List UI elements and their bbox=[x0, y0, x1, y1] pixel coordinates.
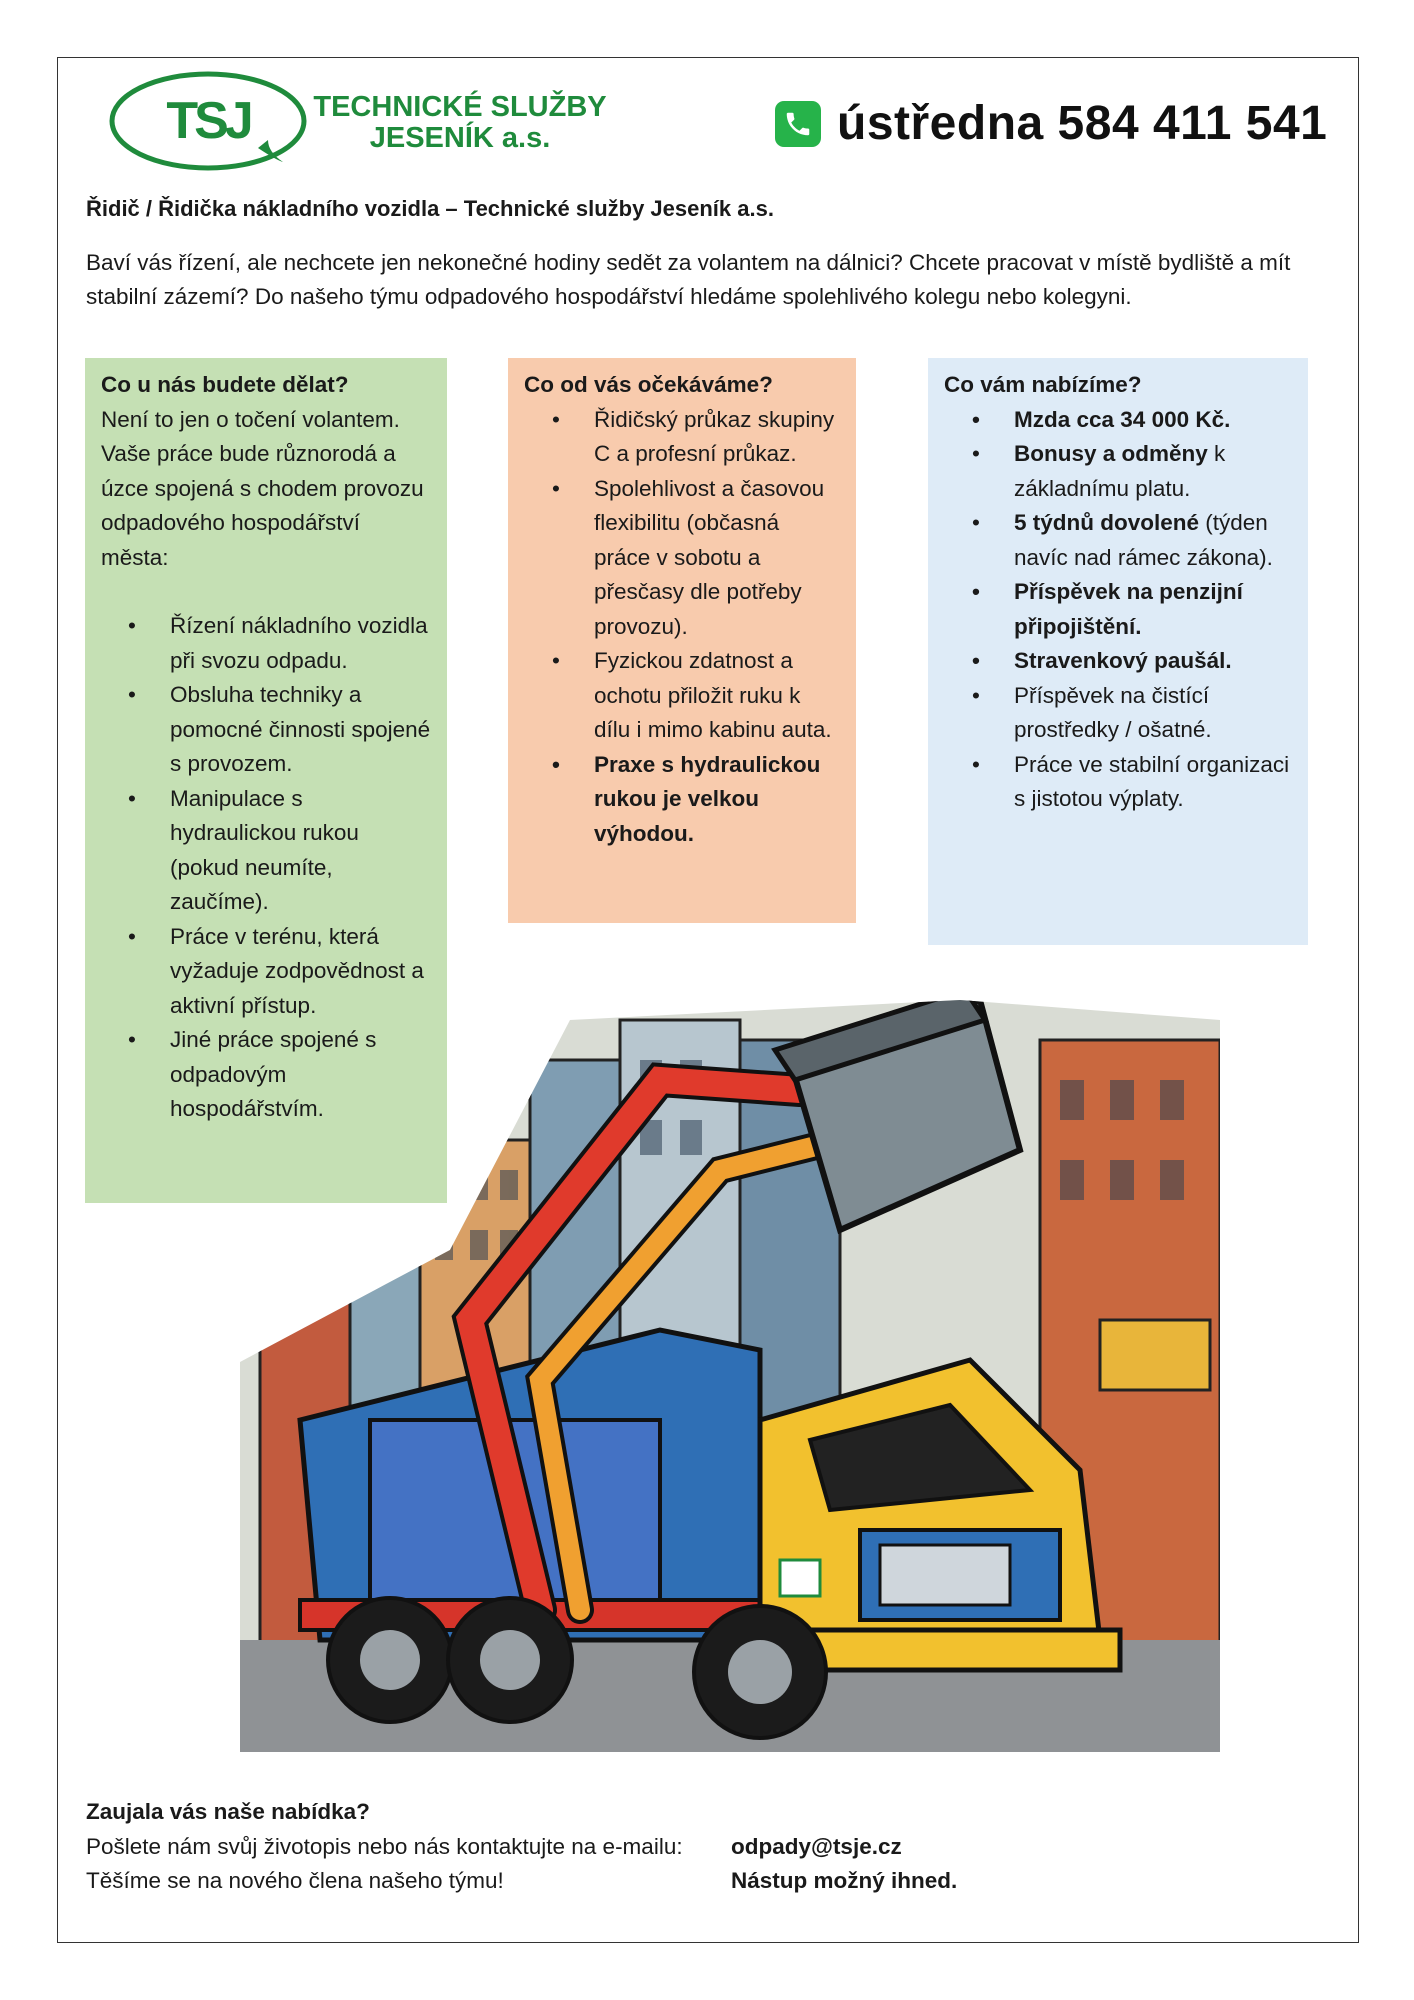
expectations-box bbox=[508, 358, 856, 923]
list-item bbox=[1014, 437, 1292, 506]
offer-list bbox=[1014, 403, 1292, 817]
company-name-line2: JESENÍK a.s. bbox=[369, 122, 551, 154]
expectations-list bbox=[594, 403, 840, 852]
offer-box bbox=[928, 358, 1308, 945]
job-title: Řidič / Řidička nákladního vozidla – Technické služby Jeseník a.s. bbox=[86, 196, 774, 221]
footer-question: Zaujala vás naše nabídka? bbox=[86, 1799, 370, 1824]
list-item: • Stravenkový paušál. bbox=[1014, 644, 1292, 679]
list-item: • Práce v terénu, která vyžaduje zodpovědnost a aktivní přístup. bbox=[170, 920, 431, 1024]
duties-lead: Není to jen o točení volantem. Vaše práce bude různorodá a úzce spojená s chodem provozu odpadového hospodářství města: bbox=[101, 406, 424, 570]
logo-lettering: TSJ bbox=[166, 92, 250, 150]
email-link[interactable]: odpady@tsje.cz bbox=[731, 1833, 902, 1859]
offer-vacation-bold: 5 týdnů dovolené bbox=[1014, 510, 1200, 535]
footer-contact-text: Pošlete nám svůj životopis nebo nás kontaktujte na e-mailu: bbox=[86, 1833, 683, 1859]
footer-contact-row bbox=[86, 1830, 902, 1865]
list-item: • Řízení nákladního vozidla při svozu odpadu. bbox=[170, 609, 431, 678]
intro-paragraph: Baví vás řízení, ale nechcete jen nekonečné hodiny sedět za volantem na dálnici? Chcete pracovat v místě bydliště a mít stabilní zázemí? Do našeho týmu odpadového hospodářství hledáme spolehlivého kolegu nebo kolegyni. bbox=[86, 250, 1291, 309]
offer-heading: Co vám nabízíme? bbox=[944, 372, 1142, 397]
list-item: • Jiné práce spojené s odpadovým hospodářstvím. bbox=[170, 1023, 431, 1127]
phone-icon bbox=[775, 101, 821, 147]
footer-welcome-row bbox=[86, 1864, 958, 1899]
list-item: • Praxe s hydraulickou rukou je velkou výhodou. bbox=[594, 748, 840, 852]
duties-heading: Co u nás budete dělat? bbox=[101, 372, 349, 397]
offer-vacation-rest: (týden navíc nad rámec zákona). bbox=[1014, 510, 1273, 570]
phone-number: ústředna 584 411 541 bbox=[837, 97, 1328, 150]
company-logo bbox=[108, 70, 308, 172]
expectations-heading: Co od vás očekáváme? bbox=[524, 372, 773, 397]
list-item: • Spolehlivost a časovou flexibilitu (občasná práce v sobotu a přesčasy dle potřeby provozu). bbox=[594, 472, 840, 645]
list-item: • Příspěvek na čistící prostředky / ošatné. bbox=[1014, 679, 1292, 748]
list-item: • Mzda cca 34 000 Kč. bbox=[1014, 403, 1292, 438]
list-item: • Obsluha techniky a pomocné činnosti spojené s provozem. bbox=[170, 678, 431, 782]
list-item: • Řidičský průkaz skupiny C a profesní průkaz. bbox=[594, 403, 840, 472]
footer-welcome: Těšíme se na nového člena našeho týmu! bbox=[86, 1868, 504, 1893]
company-name bbox=[310, 92, 610, 154]
start-date: Nástup možný ihned. bbox=[731, 1868, 958, 1893]
offer-bonus-rest: k základnímu platu. bbox=[1014, 441, 1226, 501]
list-item: • Manipulace s hydraulickou rukou (pokud neumíte, zaučíme). bbox=[170, 782, 431, 920]
company-name-line1: TECHNICKÉ SLUŽBY bbox=[313, 91, 607, 123]
list-item bbox=[1014, 506, 1292, 575]
contact-footer bbox=[86, 1795, 958, 1899]
list-item: • Práce ve stabilní organizaci s jistotou výplaty. bbox=[1014, 748, 1292, 817]
list-item: • Příspěvek na penzijní připojištění. bbox=[1014, 575, 1292, 644]
switchboard-phone bbox=[775, 96, 1327, 151]
offer-bonus-bold: Bonusy a odměny bbox=[1014, 441, 1208, 466]
list-item: • Fyzickou zdatnost a ochotu přiložit ruku k dílu i mimo kabinu auta. bbox=[594, 644, 840, 748]
garbage-truck-illustration bbox=[240, 1000, 1220, 1752]
